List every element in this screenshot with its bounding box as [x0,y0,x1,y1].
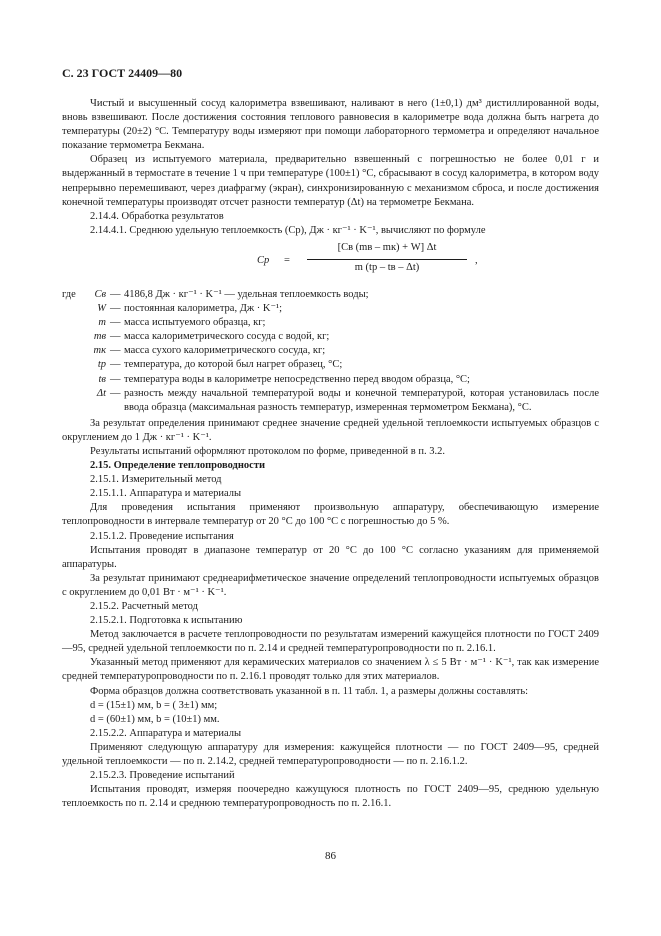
formula-lhs: Cр [257,254,270,266]
definition-symbol: W [97,303,106,315]
definition-item [62,330,599,344]
definition-text: масса испытуемого образца, кг; [124,317,266,329]
definition-symbol: tр [97,359,106,371]
definition-dash: — [110,317,121,329]
definitions-list [62,288,599,415]
section-heading-bold: 2.15. Определение теплопроводности [90,460,266,472]
definition-item [62,373,599,387]
subsection-heading: 2.15.1.2. Проведение испытания [90,530,234,542]
body-continuation [62,417,599,812]
definition-item [62,387,599,415]
definition-dash: — [110,387,121,399]
page-header: С. 23 ГОСТ 24409—80 [62,66,183,80]
definition-symbol: tв [98,373,106,385]
page-number: 86 [325,850,336,862]
subsection-heading: d = (15±1) мм, b = ( 3±1) мм; [90,699,218,711]
subsection-heading: 2.15.2.1. Подготовка к испытанию [90,615,243,627]
body-text [62,97,599,811]
where-word: где [62,288,76,300]
definition-dash: — [110,345,121,357]
paragraph: За результат принимают среднеарифметическое значение определений теплопроводности испытуемых образцов с округлением до 0,01 Вт · м⁻¹ · K⁻¹. [62,572,599,598]
definition-symbol: m [98,317,106,329]
subsection-heading: 2.15.2.3. Проведение испытаний [90,770,235,782]
definition-item [62,358,599,372]
formula-numerator: [Cв (mв – mк) + W] Δt [337,241,437,253]
section-heading: 2.14.4. Обработка результатов [90,210,224,222]
definition-item [62,288,599,302]
definition-text: постоянная калориметра, Дж · K⁻¹; [124,303,283,315]
definition-text: разность между начальной температурой воды и конечной температурой, которая установилась после ввода образца (максимальная разность температур, измеренная термометром Бекмана), °С. [124,387,599,413]
paragraph: Испытания проводят, измеряя поочередно кажущуюся плотность по ГОСТ 2409—95, среднюю удельную теплоемкость по п. 2.14 и среднюю температуропроводность по п. 2.16.1. [62,784,599,810]
paragraph: За результат определения принимают среднее значение средней удельной теплоемкости испытуемых образцов с округлением до 1 Дж · кг⁻¹ · K⁻¹. [62,417,599,443]
paragraph: Форма образцов должна соответствовать указанной в п. 11 табл. 1, а размеры должны составлять: [90,685,529,697]
subsection-heading: 2.15.1. Измерительный метод [90,474,222,486]
fraction-bar [307,259,467,260]
subsection-heading: 2.15.2. Расчетный метод [90,601,198,612]
paragraph: Указанный метод применяют для керамических материалов со значением λ ≤ 5 Вт · м⁻¹ · K⁻¹, так как измерение средней температуропроводности по п. 2.16.1 проводят только для этих материалов. [62,657,599,683]
paragraph: Для проведения испытания применяют произвольную аппаратуру, обеспечивающую измерение теплопроводности в интервале температур от 20 °С до 100 °С с погрешностью до 5 %. [62,502,599,528]
definition-item [62,302,599,316]
paragraph: Чистый и высушенный сосуд калориметра взвешивают, наливают в него (1±0,1) дм³ дистиллированной воды, вновь взвешивают. После достижения состояния теплового равновесия в калориметре вода должна быть нагрета до температуры (20±2) °С. Температуру воды измеряют при помощи лабораторного термометра и определяют начальное показание термометра Бекмана. [62,98,599,152]
subsection-heading: 2.15.1.1. Аппаратура и материалы [90,488,242,500]
formula-comma: , [475,254,478,266]
definition-dash: — [110,288,121,300]
definition-symbol: mк [93,345,106,357]
definition-symbol: Δt [96,387,106,399]
definition-dash: — [110,303,121,315]
paragraph: Образец из испытуемого материала, предварительно взвешенный с погрешностью не более 0,01 г и выдержанный в термостате в течение 1 ч при температуре (100±1) °С, сбрасывают в сосуд калориметра, в котором воду непрерывно перемешивают, через диафрагму (экран), синхронизированную с механизмом сброса, и после достижения конечной температуры производят отсчет разности температур (Δt) на термометре Бекмана. [62,154,599,208]
paragraph: Метод заключается в расчете теплопроводности по результатам измерений кажущейся плотности по ГОСТ 2409—95, средней удельной теплоемкости по п. 2.14 и средней температуропроводности по п. 2.16.1. [62,629,599,655]
definition-text: температура воды в калориметре непосредственно перед вводом образца, °С; [124,373,470,385]
definition-item [62,344,599,358]
definition-text: масса сухого калориметрического сосуда, кг; [124,345,326,357]
definition-symbol: Cв [94,288,106,300]
definition-text: масса калориметрического сосуда с водой, кг; [124,331,330,343]
definition-text: 4186,8 Дж · кг⁻¹ · K⁻¹ — удельная теплоемкость воды; [124,288,369,300]
definition-dash: — [110,331,121,343]
formula-equals: = [284,254,290,266]
definition-item [62,316,599,330]
definition-dash: — [110,359,121,371]
subsection-heading: 2.15.2.2. Аппаратура и материалы [90,727,242,739]
definition-symbol: mв [93,331,106,343]
paragraph: 2.14.4.1. Среднюю удельную теплоемкость (Cр), Дж · кг⁻¹ · K⁻¹, вычисляют по формуле [90,224,486,236]
heat-capacity-formula [62,241,599,285]
paragraph: Испытания проводят в диапазоне температур от 20 °С до 100 °С согласно указаниям для применяемой аппаратуры. [62,544,599,570]
paragraph: Применяют следующую аппаратуру для измерения: кажущейся плотности — по ГОСТ 2409—95, средней удельной теплоемкости — по п. 2.14.2, средней температуропроводности — по п. 2.16.1.2. [62,741,599,768]
definition-text: температура, до которой был нагрет образец, °С; [124,359,343,371]
paragraph: Результаты испытаний оформляют протоколом по форме, приведенной в п. 3.2. [90,445,446,457]
formula-denominator: m (tр – tв – Δt) [354,261,420,273]
definition-dash: — [110,373,121,385]
subsection-heading: d = (60±1) мм, b = (10±1) мм. [90,713,220,725]
